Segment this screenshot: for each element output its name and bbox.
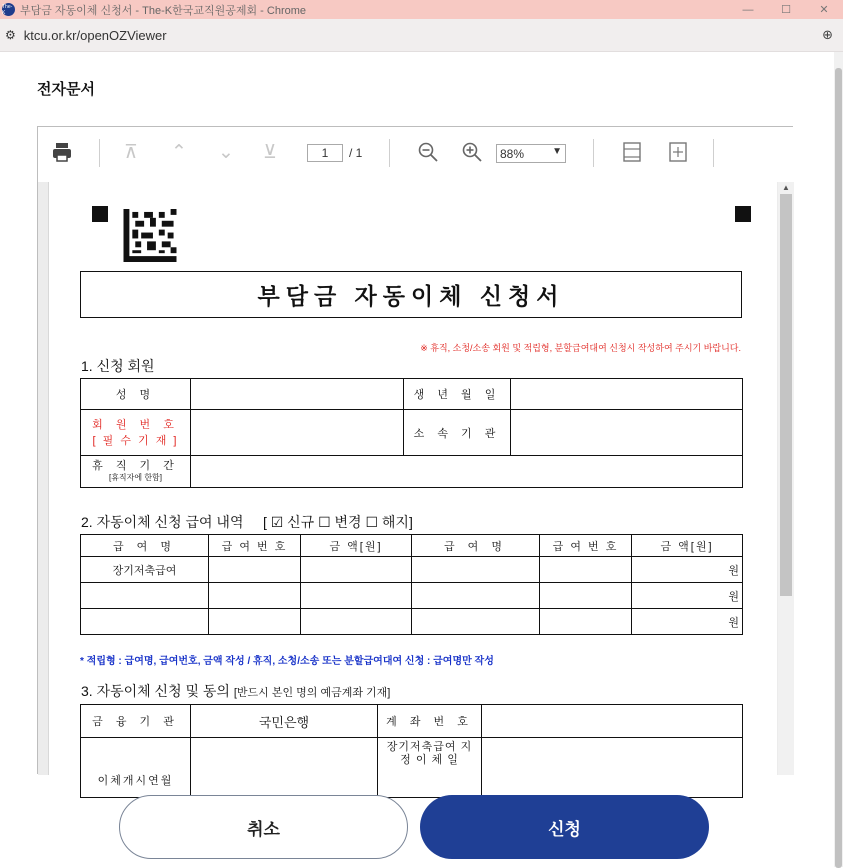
document-scrollbar[interactable] xyxy=(778,182,794,775)
account-label: 계 좌 번 호 xyxy=(378,705,482,738)
name-field[interactable] xyxy=(191,379,404,410)
col-header: 급 여 번 호 xyxy=(540,535,632,557)
table-row xyxy=(81,557,743,583)
table-cell[interactable] xyxy=(81,583,209,609)
table-cell[interactable]: 원 xyxy=(632,583,743,609)
page-scrollbar[interactable] xyxy=(834,52,843,867)
maximize-button[interactable]: ☐ xyxy=(781,4,791,16)
col-header: 급 여 명 xyxy=(81,535,209,557)
corner-mark xyxy=(92,206,108,222)
leave-field[interactable] xyxy=(191,456,743,488)
section1-heading: 1. 신청 회원 xyxy=(81,358,155,374)
scroll-up-icon[interactable]: ▲ xyxy=(782,183,790,192)
table-row xyxy=(81,609,743,635)
table-cell[interactable] xyxy=(412,609,540,635)
section2-title: 2. 자동이체 신청 급여 내역 xyxy=(81,514,244,530)
member-no-required: [ 필 수 기 재 ] xyxy=(92,434,179,447)
table-cell[interactable] xyxy=(412,557,540,583)
account-table xyxy=(80,704,743,798)
section2-options[interactable]: [ ☑ 신규 ☐ 변경 ☐ 해지] xyxy=(262,514,413,530)
close-button[interactable]: ✕ xyxy=(819,4,829,16)
table-cell[interactable] xyxy=(81,609,209,635)
col-header: 금 액[원] xyxy=(632,535,743,557)
window-titlebar xyxy=(0,0,843,19)
last-page-icon[interactable]: ⊻ xyxy=(263,142,277,163)
zoom-out-icon[interactable] xyxy=(417,141,439,170)
designated-label: 장기저축급여 지 정 이 체 일 xyxy=(378,738,482,798)
leave-label xyxy=(81,456,191,488)
table-cell[interactable] xyxy=(540,609,632,635)
chevron-down-icon: ▼ xyxy=(552,146,562,157)
document-page xyxy=(48,182,777,787)
designated-field[interactable] xyxy=(482,738,743,798)
birth-label: 생 년 월 일 xyxy=(404,379,511,410)
zoom-icon[interactable]: ⊕ xyxy=(822,27,833,42)
account-field[interactable] xyxy=(482,705,743,738)
print-icon[interactable] xyxy=(51,141,73,170)
table-cell[interactable] xyxy=(301,557,412,583)
col-header: 급 여 번 호 xyxy=(209,535,301,557)
toolbar-separator xyxy=(593,139,594,167)
first-page-icon[interactable]: ⊼ xyxy=(124,142,138,163)
address-bar xyxy=(0,19,843,52)
page-title: 전자문서 xyxy=(37,81,95,98)
fill-note: * 적립형 : 급여명, 급여번호, 금액 작성 / 휴직, 소청/소송 또는 분할급여대여 신청 : 급여명만 작성 xyxy=(80,656,494,667)
zoom-value: 88% xyxy=(500,146,525,161)
fit-width-icon[interactable] xyxy=(621,141,643,170)
barcode-icon xyxy=(123,209,177,262)
toolbar-separator xyxy=(389,139,390,167)
url-text[interactable]: ktcu.or.kr/openOZViewer xyxy=(23,27,167,43)
bank-value[interactable]: 국민은행 xyxy=(191,705,378,738)
org-label: 소 속 기 관 xyxy=(404,410,511,456)
table-cell[interactable] xyxy=(209,609,301,635)
member-no-label xyxy=(81,410,191,456)
table-cell[interactable] xyxy=(301,609,412,635)
document-title: 부담금 자동이체 신청서 xyxy=(80,271,742,318)
notice-text: ※ 휴직, 소청/소송 회원 및 적립형, 분할급여대여 신청시 작성하여 주시기 바랍니다. xyxy=(420,343,741,353)
zoom-in-icon[interactable] xyxy=(461,141,483,170)
table-cell[interactable] xyxy=(540,583,632,609)
section3-heading xyxy=(81,681,390,701)
toolbar-separator xyxy=(99,139,100,167)
payment-table xyxy=(80,534,743,635)
section2-heading xyxy=(81,512,413,532)
section3-title: 3. 자동이체 신청 및 동의 xyxy=(81,683,230,699)
document-area xyxy=(38,182,794,787)
viewer-toolbar xyxy=(38,127,794,182)
bank-label: 금 융 기 관 xyxy=(81,705,191,738)
table-cell[interactable] xyxy=(301,583,412,609)
page-number-input[interactable]: 1 xyxy=(307,144,343,162)
prev-page-icon[interactable]: ⌃ xyxy=(171,142,187,163)
start-label: 이체개시연월 xyxy=(81,738,191,798)
toolbar-separator xyxy=(713,139,714,167)
member-no-field[interactable] xyxy=(191,410,404,456)
apply-button[interactable]: 신청 xyxy=(420,795,709,859)
col-header: 급 여 명 xyxy=(412,535,540,557)
leave-label-text: 휴 직 기 간 xyxy=(92,459,179,472)
name-label: 성 명 xyxy=(81,379,191,410)
minimize-button[interactable]: — xyxy=(742,3,754,16)
start-field[interactable] xyxy=(191,738,378,798)
corner-mark xyxy=(735,206,751,222)
app-icon: The-K xyxy=(2,3,15,16)
table-cell[interactable]: 원 xyxy=(632,609,743,635)
cancel-button[interactable]: 취소 xyxy=(119,795,408,859)
table-cell[interactable] xyxy=(412,583,540,609)
birth-field[interactable] xyxy=(511,379,743,410)
table-cell[interactable]: 장기저축급여 xyxy=(81,557,209,583)
document-viewer xyxy=(37,126,793,787)
next-page-icon[interactable]: ⌄ xyxy=(218,142,234,163)
page-total: / 1 xyxy=(349,146,363,160)
site-settings-icon[interactable]: ⚙ xyxy=(5,28,16,42)
member-no-label-text: 회 원 번 호 xyxy=(92,418,179,431)
table-cell[interactable]: 원 xyxy=(632,557,743,583)
table-cell[interactable] xyxy=(540,557,632,583)
zoom-select[interactable] xyxy=(496,144,566,163)
member-table xyxy=(80,378,743,488)
org-field[interactable] xyxy=(511,410,743,456)
table-cell[interactable] xyxy=(209,583,301,609)
fit-page-icon[interactable] xyxy=(667,141,689,170)
page-scrollbar-thumb[interactable] xyxy=(835,68,842,868)
table-cell[interactable] xyxy=(209,557,301,583)
leave-sublabel: [휴직자에 한함] xyxy=(108,472,163,482)
table-row xyxy=(81,583,743,609)
col-header: 금 액[원] xyxy=(301,535,412,557)
window-title: 부담금 자동이체 신청서 - The-K한국교직원공제회 - Chrome xyxy=(20,4,307,17)
document-scrollbar-thumb[interactable] xyxy=(780,194,792,596)
section3-subtitle: [반드시 본인 명의 예금계좌 기재] xyxy=(233,687,391,699)
